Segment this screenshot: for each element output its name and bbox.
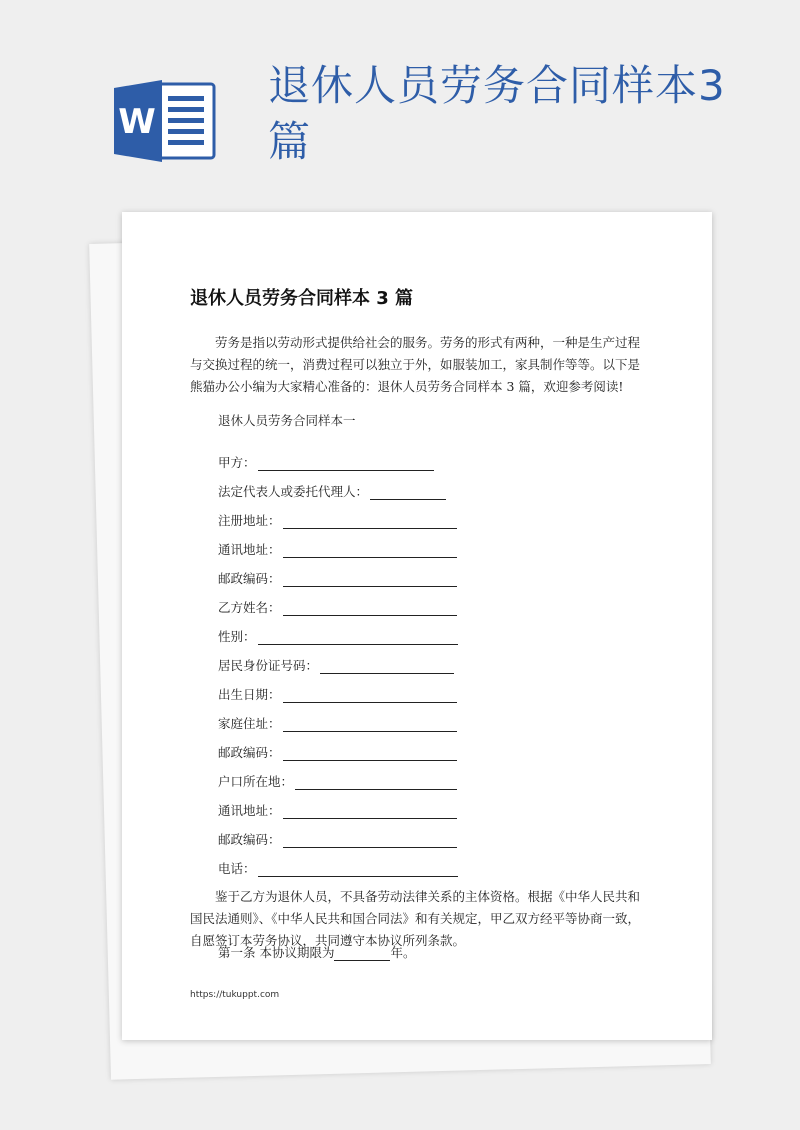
section-heading: 退休人员劳务合同样本一 <box>218 413 356 428</box>
field-underline <box>283 688 457 703</box>
field-underline <box>283 572 457 587</box>
field-underline <box>370 485 446 500</box>
field-row <box>218 790 638 819</box>
clause-paragraph: 鉴于乙方为退休人员，不具备劳动法律关系的主体资格。根据《中华人民共和国民法通则》、《中华人民共和国合同法》和有关规定，甲乙双方经平等协商一致，自愿签订本劳务协议，共同遵守本协议所列条款。 <box>190 889 641 948</box>
banner-title: 退休人员劳务合同样本3篇 <box>268 61 726 166</box>
field-underline <box>258 456 434 471</box>
article-underline <box>334 946 390 961</box>
field-underline <box>283 514 457 529</box>
article-prefix: 第一条 本协议期限为 <box>218 945 335 960</box>
field-row <box>218 732 638 761</box>
field-row <box>218 587 638 616</box>
field-underline <box>283 804 457 819</box>
field-row <box>218 558 638 587</box>
word-icon-letter: W <box>118 102 156 142</box>
field-row <box>218 442 638 471</box>
field-label: 户口所在地： <box>218 774 294 789</box>
field-underline <box>283 543 457 558</box>
field-row <box>218 645 638 674</box>
field-underline <box>283 601 457 616</box>
field-label: 通讯地址： <box>218 542 281 557</box>
field-label: 注册地址： <box>218 513 281 528</box>
field-underline <box>283 717 457 732</box>
field-underline <box>283 833 457 848</box>
field-label: 电话： <box>218 861 256 876</box>
contract-fields <box>218 442 638 877</box>
field-label: 邮政编码： <box>218 745 281 760</box>
field-underline <box>258 630 458 645</box>
field-row <box>218 761 638 790</box>
field-label: 性别： <box>218 629 256 644</box>
field-row <box>218 529 638 558</box>
field-label: 乙方姓名： <box>218 600 281 615</box>
word-document-icon <box>112 78 218 164</box>
field-row <box>218 616 638 645</box>
intro-paragraph: 劳务是指以劳动形式提供给社会的服务。劳务的形式有两种，一种是生产过程与交换过程的统一，消费过程可以独立于外，如服装加工，家具制作等等。以下是熊猫办公小编为大家精心准备的：退休人员劳务合同样本 3 篇，欢迎参考阅读! <box>190 335 641 394</box>
field-underline <box>320 659 454 674</box>
field-label: 邮政编码： <box>218 571 281 586</box>
field-row <box>218 471 638 500</box>
field-label: 邮政编码： <box>218 832 281 847</box>
field-row <box>218 703 638 732</box>
field-underline <box>258 862 458 877</box>
article-one <box>218 943 416 961</box>
field-label: 居民身份证号码： <box>218 658 319 673</box>
document-page <box>122 212 712 1040</box>
article-suffix: 年。 <box>390 945 416 960</box>
footer-url: https://tukuppt.com <box>190 990 280 1000</box>
field-label: 出生日期： <box>218 687 281 702</box>
field-label: 通讯地址： <box>218 803 281 818</box>
field-row <box>218 848 638 877</box>
field-label: 家庭住址： <box>218 716 281 731</box>
field-label: 法定代表人或委托代理人： <box>218 484 369 499</box>
field-label: 甲方： <box>218 455 256 470</box>
field-underline <box>295 775 457 790</box>
field-row <box>218 674 638 703</box>
field-row <box>218 500 638 529</box>
field-row <box>218 819 638 848</box>
document-title: 退休人员劳务合同样本 3 篇 <box>190 288 414 309</box>
field-underline <box>283 746 457 761</box>
